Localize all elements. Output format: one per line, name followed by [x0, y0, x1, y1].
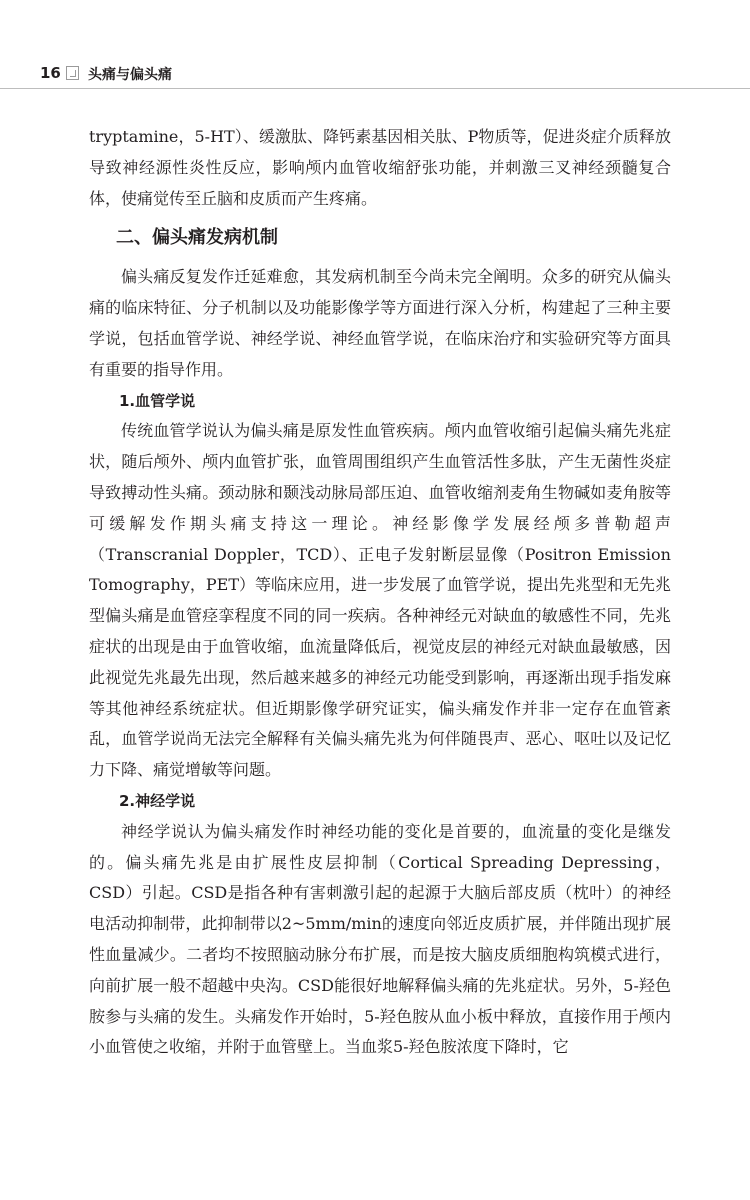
vascular-theory-paragraph: 传统血管学说认为偏头痛是原发性血管疾病。颅内血管收缩引起偏头痛先兆症状，随后颅外、颅内血管扩张，血管周围组织产生血管活性多肽，产生无菌性炎症导致搏动性头痛。颈动脉和颞浅动脉局部压迫、血管收缩剂麦角生物碱如麦角胺等可缓解发作期头痛支持这一理论。神经影像学发展经颅多普勒超声（Transcranial Doppler，TCD）、正电子发射断层显像（Positron Emission Tomography，PET）等临床应用，进一步发展了血管学说，提出先兆型和无先兆型偏头痛是血管痉挛程度不同的同一疾病。各种神经元对缺血的敏感性不同，先兆症状的出现是由于血管收缩，血流量降低后，视觉皮层的神经元对缺血最敏感，因此视觉先兆最先出现，然后越来越多的神经元功能受到影响，再逐渐出现手指发麻等其他神经系统症状。但近期影像学研究证实，偏头痛发作并非一定存在血管紊乱，血管学说尚无法完全解释有关偏头痛先兆为何伴随畏声、恶心、呕吐以及记忆力下降、痛觉增敏等问题。: [89, 421, 672, 780]
subsection-heading-vascular: 1.血管学说: [119, 391, 196, 410]
section-heading: 二、偏头痛发病机制: [116, 227, 278, 249]
neural-theory-paragraph: 神经学说认为偏头痛发作时神经功能的变化是首要的，血流量的变化是继发的。偏头痛先兆是由扩展性皮层抑制（Cortical Spreading Depressing，CSD）引起。CSD是指各种有害刺激引起的起源于大脑后部皮质（枕叶）的神经电活动抑制带，此抑制带以2~5mm/min的速度向邻近皮质扩展，并伴随出现扩展性血量减少。二者均不按照脑动脉分布扩展，而是按大脑皮质细胞构筑模式进行，向前扩展一般不超越中央沟。CSD能很好地解释偏头痛的先兆症状。另外，5-羟色胺参与头痛的发生。头痛发作开始时，5-羟色胺从血小板中释放，直接作用于颅内小血管使之收缩，并附于血管壁上。当血浆5-羟色胺浓度下降时，它: [89, 821, 671, 1057]
subsection-heading-neural: 2.神经学说: [119, 791, 196, 810]
page-body: [89, 122, 671, 1063]
page-number: 16: [40, 64, 61, 82]
header-rule: [0, 88, 750, 89]
page-header: [0, 58, 750, 90]
section-paragraph: 偏头痛反复发作迁延难愈，其发病机制至今尚未完全阐明。众多的研究从偏头痛的临床特征、分子机制以及功能影像学等方面进行深入分析，构建起了三种主要学说，包括血管学说、神经学说、神经血管学说，在临床治疗和实验研究等方面具有重要的指导作用。: [89, 267, 671, 379]
running-title: 头痛与偏头痛: [88, 67, 172, 83]
book-icon: [66, 66, 79, 80]
intro-paragraph: tryptamine，5-HT）、缓激肽、降钙素基因相关肽、P物质等，促进炎症介质释放导致神经源性炎性反应，影响颅内血管收缩舒张功能，并刺激三叉神经颈髓复合体，使痛觉传至丘脑和皮质而产生疼痛。: [89, 127, 671, 208]
